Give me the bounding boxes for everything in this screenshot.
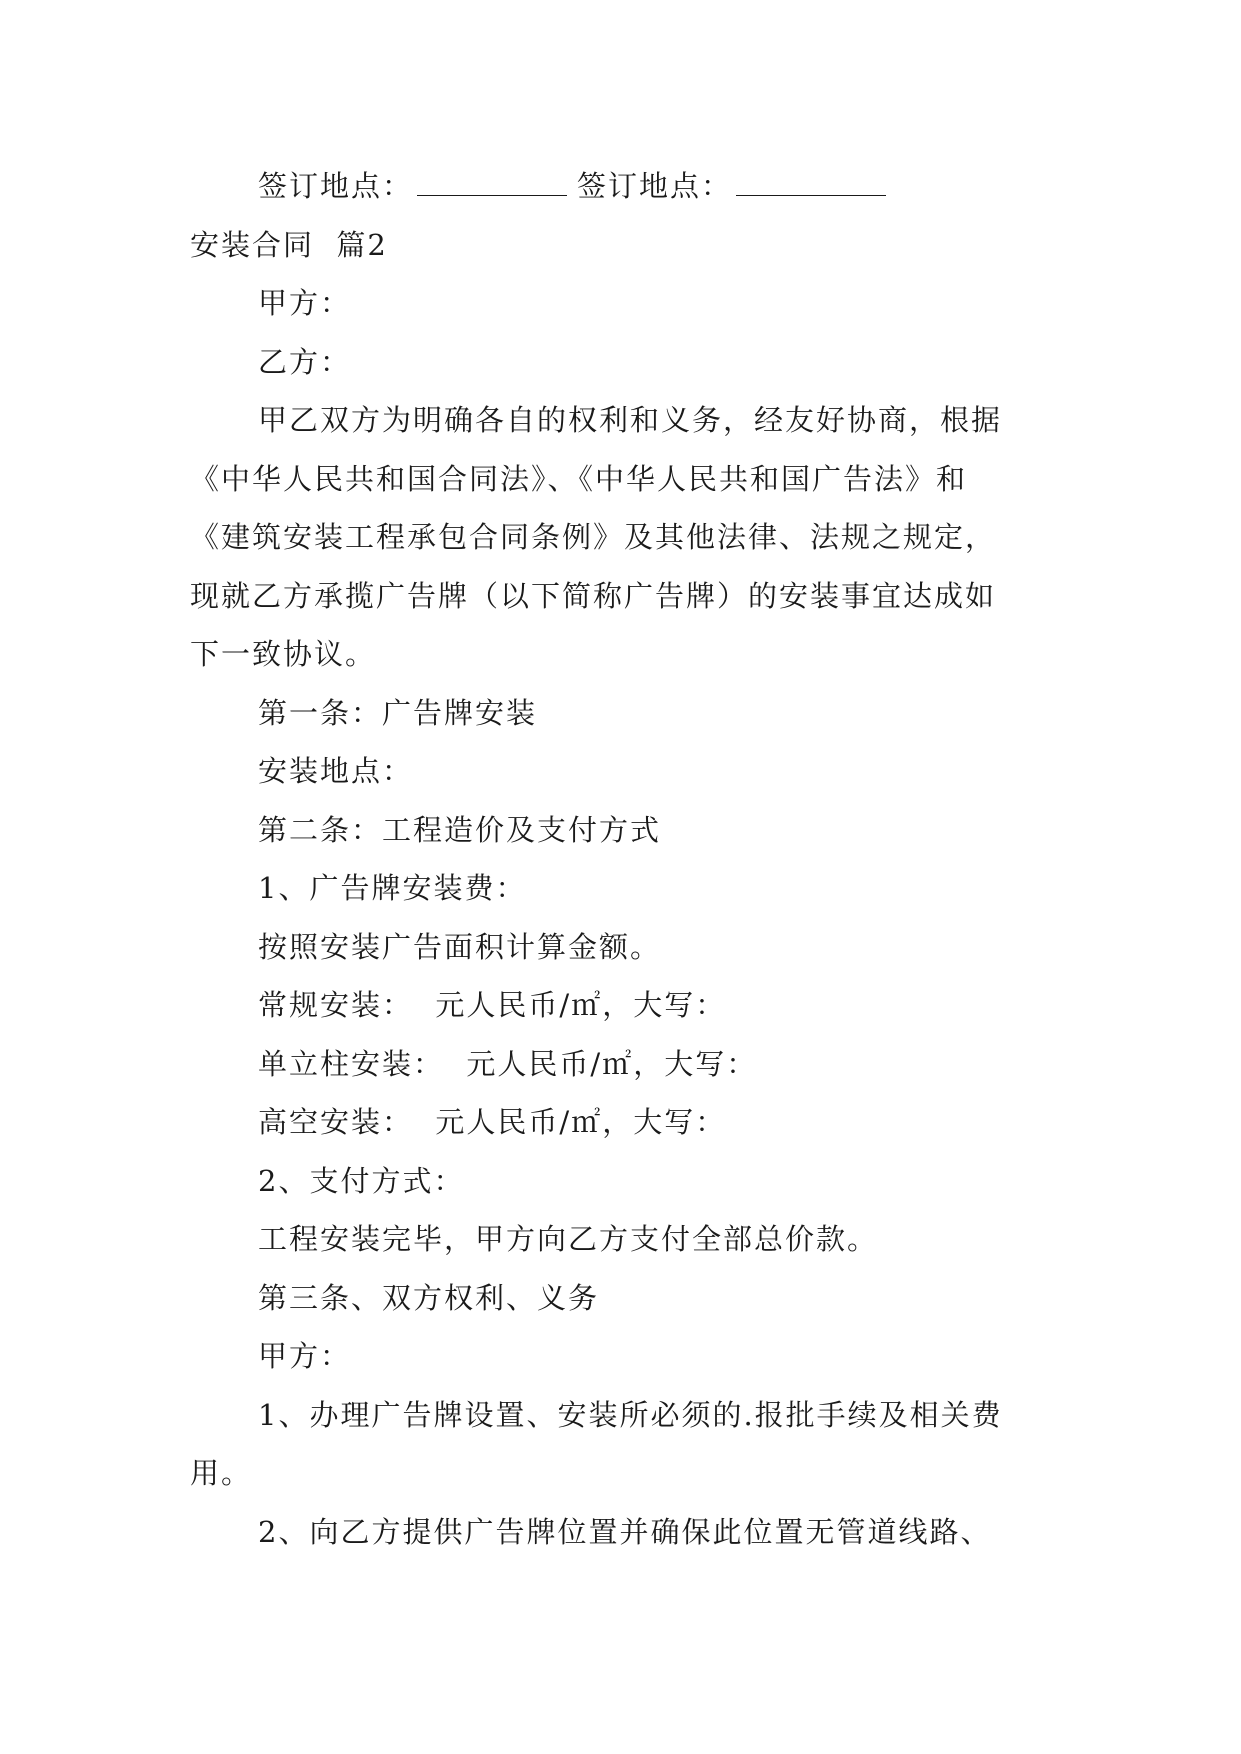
duty-1-line: 用。 [190, 1456, 253, 1490]
intro-line: 《中华人民共和国合同法》、《中华人民共和国广告法》和 [190, 461, 968, 496]
install-location-label: 安装地点： [258, 754, 414, 788]
signing-location-blank-a [417, 169, 567, 196]
fee-basis: 按照安装广告面积计算金额。 [258, 929, 662, 964]
fee-heading: 1、广告牌安装费： [258, 871, 527, 905]
fee-single-pole: 单立柱安装： 元人民币/㎡，大写： [258, 1046, 758, 1081]
intro-line: 现就乙方承揽广告牌（以下简称广告牌）的安装事宜达成如 [190, 578, 997, 613]
payment-text: 工程安装完毕，甲方向乙方支付全部总价款。 [258, 1222, 879, 1256]
article-3-title: 第三条、双方权利、义务 [258, 1280, 600, 1315]
duty-1-line: 1、办理广告牌设置、安装所必须的.报批手续及相关费 [258, 1397, 1003, 1432]
signing-location-label-a: 签订地点： [258, 169, 414, 203]
payment-heading: 2、支付方式： [258, 1163, 465, 1198]
signing-location-row [190, 157, 1060, 216]
intro-line: 下一致协议。 [190, 637, 377, 671]
party-a-duties-label: 甲方： [258, 1339, 352, 1373]
section-title: 安装合同 篇2 [190, 227, 388, 262]
document-body [190, 157, 1060, 1561]
party-b-label: 乙方： [258, 344, 352, 379]
signing-location-blank-b [736, 169, 886, 196]
article-1-title: 第一条：广告牌安装 [258, 695, 538, 730]
intro-line: 《建筑安装工程承包合同条例》及其他法律、法规之规定， [190, 520, 997, 554]
fee-regular: 常规安装： 元人民币/㎡，大写： [258, 988, 727, 1022]
article-2-title: 第二条：工程造价及支付方式 [258, 812, 662, 847]
signing-location-label-b: 签订地点： [577, 169, 733, 203]
duty-1-paragraph [190, 1386, 1060, 1503]
intro-paragraph [190, 391, 1060, 684]
party-a-label: 甲方： [258, 286, 352, 320]
intro-line: 甲乙双方为明确各自的权利和义务，经友好协商，根据 [258, 403, 1003, 437]
fee-high-altitude: 高空安装： 元人民币/㎡，大写： [258, 1105, 727, 1139]
duty-2-line: 2、向乙方提供广告牌位置并确保此位置无管道线路、 [258, 1514, 992, 1549]
